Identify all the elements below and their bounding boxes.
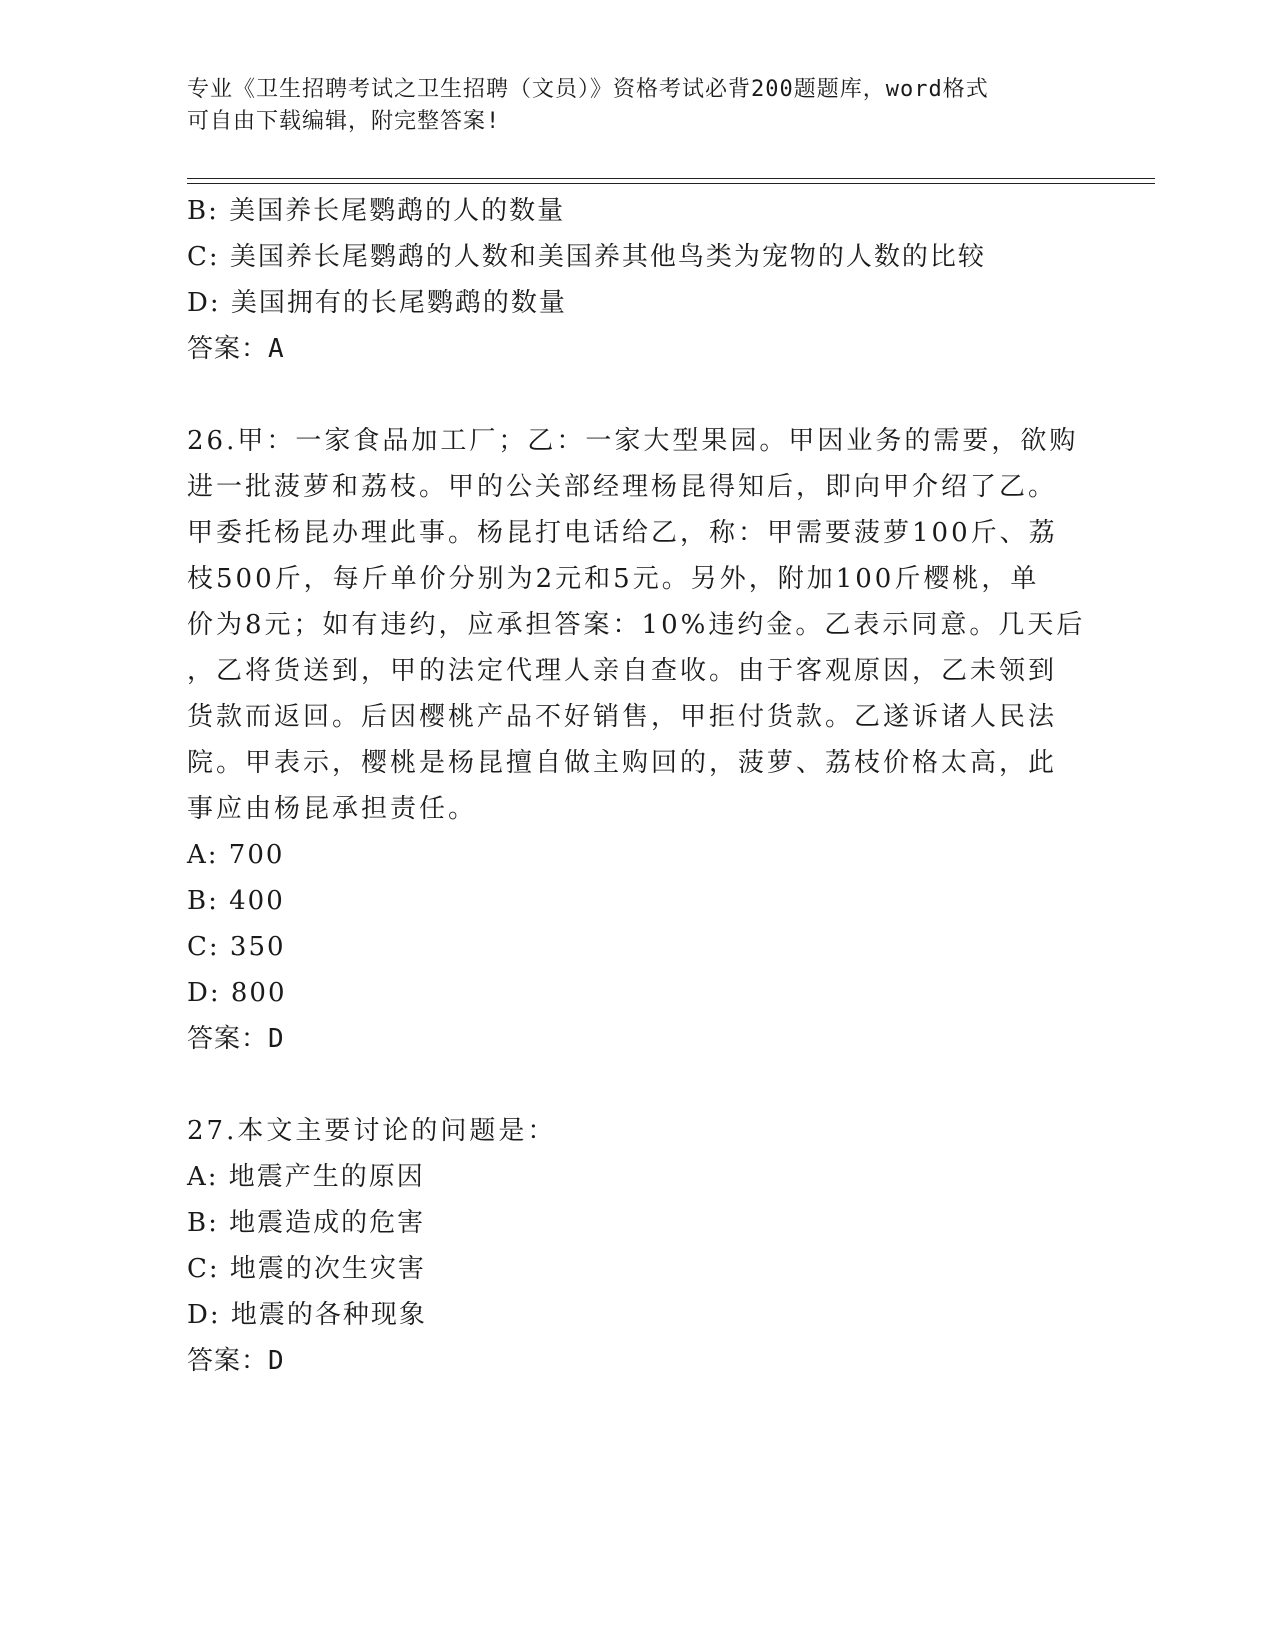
question-text <box>187 418 1087 832</box>
question-26 <box>187 418 1087 1062</box>
question-text-line: 货款而返回。后因樱桃产品不好销售，甲拒付货款。乙遂诉诸人民法 <box>187 702 1058 732</box>
header-title-line-1: 专业《卫生招聘考试之卫生招聘（文员）》资格考试必背200题题库，word格式 <box>187 77 989 102</box>
question-text-line: 事应由杨昆承担责任。 <box>187 794 478 824</box>
spacer <box>187 372 1087 418</box>
header-title-line-2: 可自由下载编辑，附完整答案! <box>187 109 501 134</box>
option-b: B: 美国养长尾鹦鹉的人的数量 <box>187 196 566 226</box>
answer-line: 答案：A <box>187 334 285 364</box>
option-d: D: 800 <box>187 978 287 1008</box>
option-c: C: 美国养长尾鹦鹉的人数和美国养其他鸟类为宠物的人数的比较 <box>187 242 986 272</box>
question-text-line: 27.本文主要讨论的问题是： <box>187 1116 557 1146</box>
option-a: A: 700 <box>187 840 285 870</box>
question-text-line: ，乙将货送到，甲的法定代理人亲自查收。由于客观原因，乙未领到 <box>187 656 1058 686</box>
question-text-line: 进一批菠萝和荔枝。甲的公关部经理杨昆得知后，即向甲介绍了乙。 <box>187 472 1058 502</box>
option-b: B: 地震造成的危害 <box>187 1208 426 1238</box>
answer-line: 答案：D <box>187 1024 285 1054</box>
question-27 <box>187 1108 1087 1384</box>
question-text-line: 价为8元；如有违约，应承担答案：10%违约金。乙表示同意。几天后 <box>187 610 1086 640</box>
spacer <box>187 1062 1087 1108</box>
option-a: A: 地震产生的原因 <box>187 1162 425 1192</box>
question-text-line: 甲委托杨昆办理此事。杨昆打电话给乙，称：甲需要菠萝100斤、荔 <box>187 518 1058 548</box>
option-d: D: 地震的各种现象 <box>187 1300 427 1330</box>
question-text-line: 院。甲表示，樱桃是杨昆擅自做主购回的，菠萝、荔枝价格太高，此 <box>187 748 1058 778</box>
option-c: C: 350 <box>187 932 286 962</box>
header-divider-bottom <box>187 183 1155 184</box>
question-text <box>187 1108 1087 1154</box>
header-divider-top <box>187 178 1155 179</box>
option-b: B: 400 <box>187 886 285 916</box>
question-25-tail <box>187 188 1087 372</box>
question-text-line: 26.甲：一家食品加工厂；乙：一家大型果园。甲因业务的需要，欲购 <box>187 426 1079 456</box>
option-c: C: 地震的次生灾害 <box>187 1254 426 1284</box>
answer-line: 答案：D <box>187 1346 285 1376</box>
option-d: D: 美国拥有的长尾鹦鹉的数量 <box>187 288 567 318</box>
question-text-line: 枝500斤，每斤单价分别为2元和5元。另外，附加100斤樱桃，单 <box>187 564 1040 594</box>
document-header <box>187 74 1087 138</box>
document-body <box>187 188 1087 1384</box>
